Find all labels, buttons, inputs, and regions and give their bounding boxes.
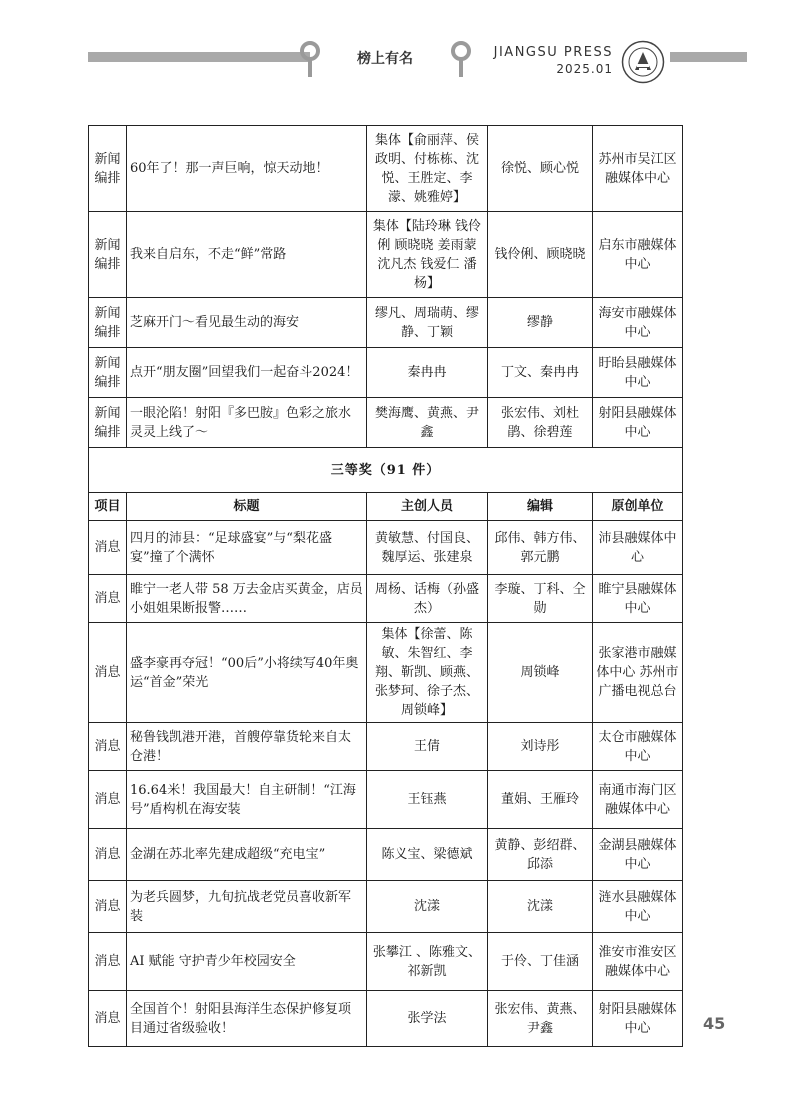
title-cell: 睢宁一老人带 58 万去金店买黄金，店员小姐姐果断报警…… xyxy=(127,575,367,623)
authors-cell: 周杨、话梅（孙盛杰） xyxy=(367,575,488,623)
column-header: 主创人员 xyxy=(367,493,488,521)
title-cell: AI 赋能 守护青少年校园安全 xyxy=(127,933,367,991)
header-rule-right xyxy=(670,52,747,62)
table-row xyxy=(89,298,683,348)
table-row xyxy=(89,933,683,991)
column-header-row xyxy=(89,493,683,521)
editors-cell: 于伶、丁佳涵 xyxy=(488,933,593,991)
category-cell: 消息 xyxy=(89,881,127,933)
column-header: 标题 xyxy=(127,493,367,521)
title-cell: 芝麻开门～看见最生动的海安 xyxy=(127,298,367,348)
category-cell: 新闻编排 xyxy=(89,398,127,448)
editors-cell: 丁文、秦冉冉 xyxy=(488,348,593,398)
authors-cell: 集体【俞丽萍、侯政明、付栋栋、沈悦、王胜定、李濛、姚雅婷】 xyxy=(367,126,488,212)
category-cell: 新闻编排 xyxy=(89,212,127,298)
table-row xyxy=(89,398,683,448)
authors-cell: 王钰燕 xyxy=(367,771,488,829)
issue-number: 2025.01 xyxy=(556,62,613,76)
header-rule-left xyxy=(88,52,310,62)
authors-cell: 张学法 xyxy=(367,991,488,1047)
section-heading: 三等奖（91 件） xyxy=(89,448,683,493)
authors-cell: 缪凡、周瑞萌、缪静、丁颖 xyxy=(367,298,488,348)
column-header: 原创单位 xyxy=(593,493,683,521)
section-title: 榜上有名 xyxy=(357,51,413,67)
title-cell: 为老兵圆梦，九旬抗战老党员喜收新军装 xyxy=(127,881,367,933)
awards-table xyxy=(88,125,683,1047)
pin-icon xyxy=(449,40,473,80)
category-cell: 消息 xyxy=(89,829,127,881)
category-cell: 消息 xyxy=(89,771,127,829)
editors-cell: 董娟、王雁玲 xyxy=(488,771,593,829)
title-cell: 60年了！那一声巨响，惊天动地！ xyxy=(127,126,367,212)
unit-cell: 海安市融媒体中心 xyxy=(593,298,683,348)
unit-cell: 苏州市吴江区融媒体中心 xyxy=(593,126,683,212)
title-cell: 一眼沦陷！射阳『多巴胺』色彩之旅水灵灵上线了～ xyxy=(127,398,367,448)
unit-cell: 射阳县融媒体中心 xyxy=(593,398,683,448)
editors-cell: 钱伶俐、顾晓晓 xyxy=(488,212,593,298)
table-row xyxy=(89,829,683,881)
title-cell: 点开“朋友圈”回望我们一起奋斗2024！ xyxy=(127,348,367,398)
table-row xyxy=(89,771,683,829)
table-row xyxy=(89,126,683,212)
editors-cell: 李璇、丁科、仝勋 xyxy=(488,575,593,623)
authors-cell: 樊海鹰、黄燕、尹鑫 xyxy=(367,398,488,448)
title-cell: 盛李豪再夺冠！“00后”小将续写40年奥运“首金”荣光 xyxy=(127,623,367,723)
magazine-seal-logo xyxy=(621,40,665,84)
editors-cell: 沈漾 xyxy=(488,881,593,933)
title-cell: 全国首个！射阳县海洋生态保护修复项目通过省级验收！ xyxy=(127,991,367,1047)
category-cell: 消息 xyxy=(89,521,127,575)
table-row xyxy=(89,348,683,398)
editors-cell: 周锁峰 xyxy=(488,623,593,723)
table-row xyxy=(89,212,683,298)
page-number: 45 xyxy=(703,1014,726,1033)
editors-cell: 缪静 xyxy=(488,298,593,348)
unit-cell: 金湖县融媒体中心 xyxy=(593,829,683,881)
editors-cell: 张宏伟、黄燕、尹鑫 xyxy=(488,991,593,1047)
category-cell: 消息 xyxy=(89,623,127,723)
column-header: 项目 xyxy=(89,493,127,521)
category-cell: 消息 xyxy=(89,991,127,1047)
unit-cell: 启东市融媒体中心 xyxy=(593,212,683,298)
editors-cell: 邱伟、韩方伟、郭元鹏 xyxy=(488,521,593,575)
magazine-brand: JIANGSU PRESS xyxy=(493,45,613,60)
table-row xyxy=(89,623,683,723)
title-cell: 秘鲁钱凯港开港，首艘停靠货轮来自太仓港！ xyxy=(127,723,367,771)
editors-cell: 徐悦、顾心悦 xyxy=(488,126,593,212)
authors-cell: 王倩 xyxy=(367,723,488,771)
table-row xyxy=(89,575,683,623)
category-cell: 新闻编排 xyxy=(89,348,127,398)
unit-cell: 太仓市融媒体中心 xyxy=(593,723,683,771)
authors-cell: 黄敏慧、付国良、魏厚运、张建泉 xyxy=(367,521,488,575)
table-row xyxy=(89,991,683,1047)
authors-cell: 秦冉冉 xyxy=(367,348,488,398)
editors-cell: 刘诗彤 xyxy=(488,723,593,771)
unit-cell: 射阳县融媒体中心 xyxy=(593,991,683,1047)
column-header: 编辑 xyxy=(488,493,593,521)
title-cell: 金湖在苏北率先建成超级“充电宝” xyxy=(127,829,367,881)
pin-icon xyxy=(298,40,322,80)
authors-cell: 集体【徐蕾、陈敏、朱智红、李翔、靳凯、顾燕、张梦珂、徐子杰、周锁峰】 xyxy=(367,623,488,723)
table-row xyxy=(89,723,683,771)
unit-cell: 涟水县融媒体中心 xyxy=(593,881,683,933)
table-row xyxy=(89,881,683,933)
category-cell: 新闻编排 xyxy=(89,126,127,212)
section-heading-row xyxy=(89,448,683,493)
unit-cell: 沛县融媒体中心 xyxy=(593,521,683,575)
category-cell: 新闻编排 xyxy=(89,298,127,348)
editors-cell: 张宏伟、刘杜鹃、徐碧莲 xyxy=(488,398,593,448)
authors-cell: 集体【陆玲琳 钱伶俐 顾晓晓 姜雨蒙 沈凡杰 钱爱仁 潘杨】 xyxy=(367,212,488,298)
editors-cell: 黄静、彭绍群、邱添 xyxy=(488,829,593,881)
category-cell: 消息 xyxy=(89,933,127,991)
authors-cell: 沈漾 xyxy=(367,881,488,933)
category-cell: 消息 xyxy=(89,575,127,623)
table-row xyxy=(89,521,683,575)
unit-cell: 淮安市淮安区融媒体中心 xyxy=(593,933,683,991)
title-cell: 我来自启东，不走“鲜”常路 xyxy=(127,212,367,298)
authors-cell: 张攀江 、陈雅文、祁新凯 xyxy=(367,933,488,991)
category-cell: 消息 xyxy=(89,723,127,771)
unit-cell: 盱眙县融媒体中心 xyxy=(593,348,683,398)
authors-cell: 陈义宝、梁德斌 xyxy=(367,829,488,881)
unit-cell: 张家港市融媒体中心 苏州市广播电视总台 xyxy=(593,623,683,723)
title-cell: 四月的沛县：“足球盛宴”与“梨花盛宴”撞了个满怀 xyxy=(127,521,367,575)
unit-cell: 南通市海门区融媒体中心 xyxy=(593,771,683,829)
title-cell: 16.64米！我国最大！自主研制！“江海号”盾构机在海安装 xyxy=(127,771,367,829)
unit-cell: 睢宁县融媒体中心 xyxy=(593,575,683,623)
